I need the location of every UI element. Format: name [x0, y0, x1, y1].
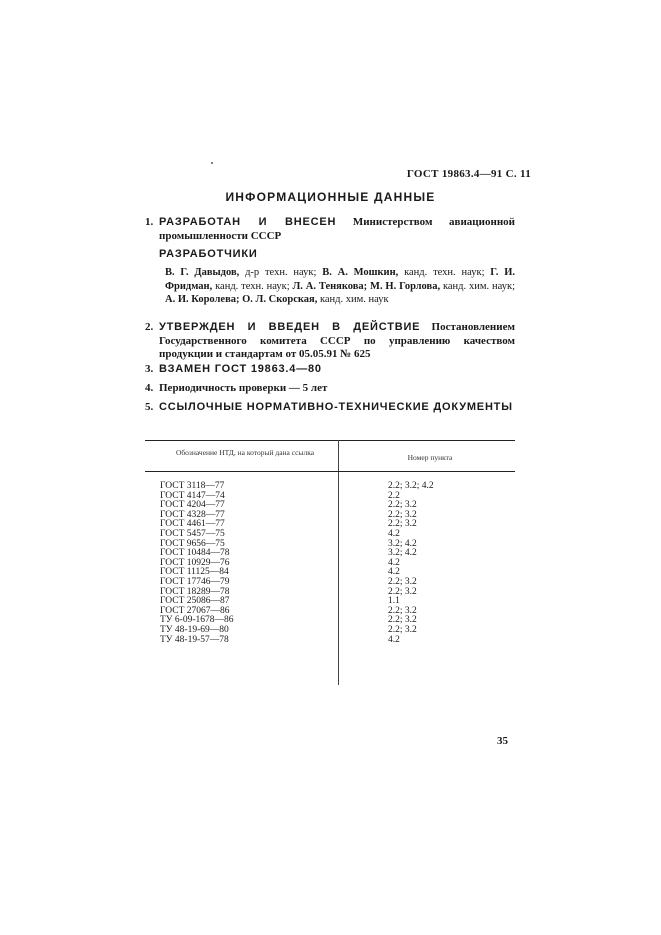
section-text: Министерством авиационной промышленности СССР	[159, 216, 515, 242]
section-number: 1.	[145, 216, 154, 228]
section-2	[145, 321, 515, 362]
table-cell-item: 2.2; 3.2	[388, 586, 417, 597]
section-5	[145, 401, 515, 415]
table-cell-item: 2.2; 3.2	[388, 625, 417, 635]
table-cell-item: 4.2	[388, 529, 400, 539]
page-number: 35	[497, 735, 508, 747]
developer-name: М. Н. Горлова,	[370, 280, 441, 292]
section-number: 5.	[145, 401, 154, 413]
table-cell-doc: ГОСТ 4204—77	[160, 500, 225, 511]
developer-name: В. А. Мошкин,	[322, 267, 399, 278]
section-text: Периодичность проверки — 5 лет	[159, 382, 328, 394]
section-caps: РАЗРАБОТАН И ВНЕСЕН	[159, 216, 337, 228]
section-caps: УТВЕРЖДЕН И ВВЕДЕН В ДЕЙСТВИЕ	[159, 321, 421, 333]
document-header: ГОСТ 19863.4—91 С. 11	[406, 168, 531, 180]
table-cell-doc: ГОСТ 4147—74	[160, 490, 225, 501]
table-cell-doc: ТУ 48-19-69—80	[160, 625, 229, 635]
stray-dot	[211, 162, 213, 164]
developer-name: В. Г. Давыдов,	[165, 267, 240, 278]
developers-paragraph	[165, 266, 515, 307]
developer-name: Г. И. Фридман,	[165, 267, 515, 292]
table-cell-item: 3.2; 4.2	[388, 548, 417, 559]
table-cell-item: 4.2	[388, 634, 400, 645]
developer-title: канд. хим. наук;	[442, 280, 516, 292]
section-1	[145, 216, 515, 243]
developer-name: Л. А. Тенякова;	[292, 280, 368, 292]
table-cell-item: 2.2; 3.2	[388, 577, 417, 587]
table-cell-item: 2.2	[388, 490, 400, 501]
table-cell-doc: ГОСТ 18289—78	[160, 586, 230, 597]
table-header-item: Номер пункта	[407, 453, 453, 462]
developer-name: О. Л. Скорская,	[242, 294, 318, 305]
developer-name: А. И. Королева;	[165, 294, 240, 305]
table-cell-item: 1.1	[388, 596, 400, 607]
table-cell-item: 4.2	[388, 567, 400, 578]
developer-title: канд. хим. наук	[319, 294, 389, 305]
table-top-rule	[145, 440, 515, 441]
developers-heading: РАЗРАБОТЧИКИ	[159, 248, 258, 260]
section-number: 2.	[145, 321, 154, 333]
table-cell-doc: ГОСТ 4328—77	[160, 509, 225, 520]
table-cell-doc: ГОСТ 17746—79	[160, 577, 230, 587]
section-number: 4.	[145, 382, 154, 394]
table-cell-doc: ГОСТ 9656—75	[160, 538, 225, 549]
table-cell-doc: ТУ 6-09-1678—86	[160, 615, 234, 626]
table-cell-item: 2.2; 3.2	[388, 519, 417, 530]
table-cell-doc: ГОСТ 10929—76	[160, 557, 230, 568]
table-cell-item: 2.2; 3.2; 4.2	[388, 481, 434, 491]
table-cell-item: 4.2	[388, 557, 400, 568]
table-cell-doc: ГОСТ 27067—86	[160, 605, 230, 616]
table-cell-item: 2.2; 3.2	[388, 615, 417, 626]
section-number: 3.	[145, 363, 154, 375]
table-cell-doc: ГОСТ 5457—75	[160, 529, 225, 539]
section-4	[145, 382, 515, 396]
section-caps: ССЫЛОЧНЫЕ НОРМАТИВНО-ТЕХНИЧЕСКИЕ ДОКУМЕНТЫ	[159, 401, 513, 413]
table-header-doc: Обозначение НТД, на который дана ссылка	[175, 448, 315, 457]
table-column-divider	[338, 440, 339, 685]
table-cell-doc: ГОСТ 11125—84	[160, 567, 229, 578]
table-cell-doc: ГОСТ 4461—77	[160, 519, 225, 530]
section-3	[145, 363, 515, 377]
table-cell-doc: ГОСТ 3118—77	[160, 481, 225, 491]
section-text: Постановлением Государственного комитета СССР по управлению качеством продукции и стандартам от 05.05.91 № 625	[159, 321, 515, 360]
table-cell-doc: ГОСТ 25086—87	[160, 596, 230, 607]
section-caps: ВЗАМЕН ГОСТ 19863.4—80	[159, 363, 322, 375]
table-header-rule	[145, 471, 515, 472]
developers-list	[165, 266, 515, 307]
table-cell-doc: ТУ 48-19-57—78	[160, 634, 229, 645]
developer-title: д-р техн. наук;	[245, 267, 317, 278]
table-cell-item: 3.2; 4.2	[388, 538, 417, 549]
table-cell-doc: ГОСТ 10484—78	[160, 548, 230, 559]
table-cell-item: 2.2; 3.2	[388, 605, 417, 616]
developer-title: канд. техн. наук;	[404, 267, 485, 278]
table-cell-item: 2.2; 3.2	[388, 509, 417, 520]
page-title: ИНФОРМАЦИОННЫЕ ДАННЫЕ	[225, 190, 436, 204]
developer-title: канд. техн. наук;	[215, 280, 290, 292]
reference-table	[145, 440, 515, 685]
table-cell-item: 2.2; 3.2	[388, 500, 417, 511]
